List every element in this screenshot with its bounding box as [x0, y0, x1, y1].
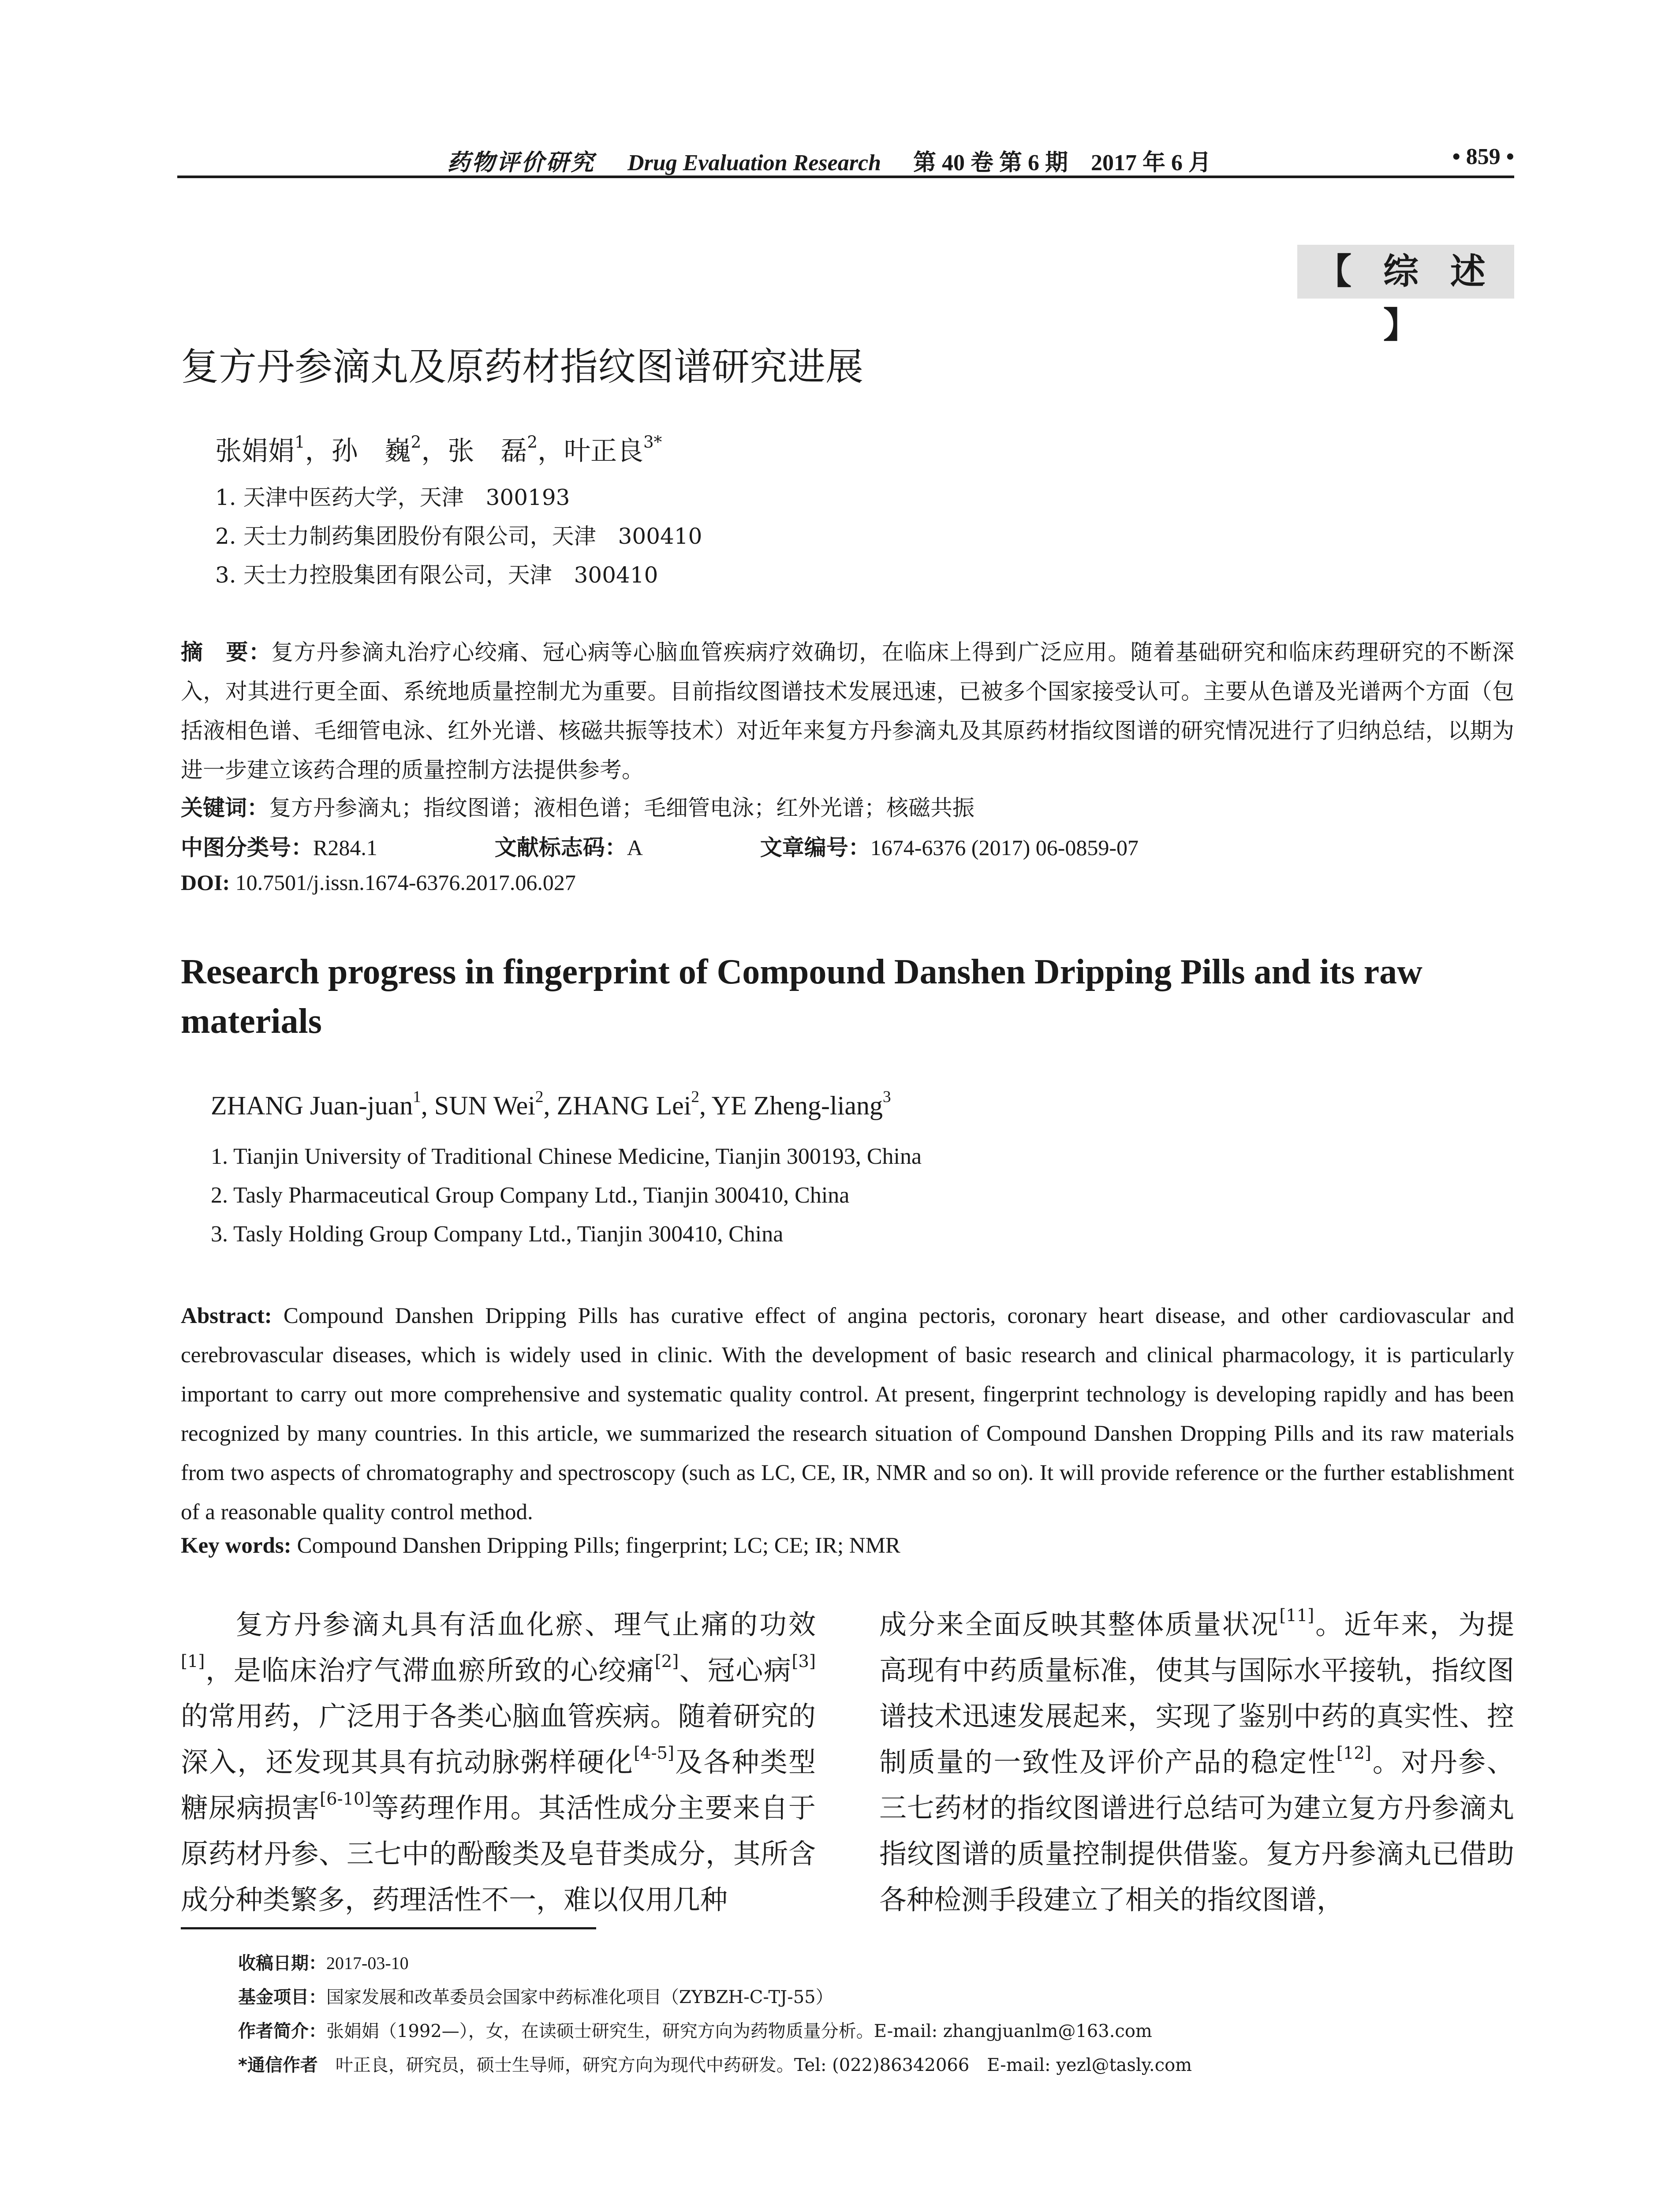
citation-ref[interactable]: [2] — [654, 1652, 679, 1672]
doi-line — [181, 870, 576, 895]
author-name: 叶正良 — [564, 436, 644, 467]
footnote-rule — [181, 1927, 596, 1929]
author-separator: , — [543, 1091, 557, 1120]
author-separator: ， — [538, 436, 564, 467]
doc-code-value: A — [627, 835, 643, 860]
footnote-value: 叶正良，研究员，硕士生导师，研究方向为现代中药研发。Tel: (022)86342066 E-mail: yezl@tasly.com — [317, 2055, 1192, 2075]
citation-ref[interactable]: [11] — [1279, 1606, 1314, 1626]
abstract-text: Compound Danshen Dripping Pills has curative effect of angina pectoris, coronary heart disease, and other cardiovascular and cerebrovascular diseases, which is widely used in clinic. With the development of basic research and clinical pharmacology, it is particularly important to carry out more comprehensive and systematic quality control. At present, fingerprint technology is developing rapidly and has been recognized by many countries. In this article, we summarized the research situation of Compound Danshen Dropping Pills and its raw materials from two aspects of chromatography and spectroscopy (such as LC, CE, IR, NMR and so on). It will provide reference or the further establishment of a reasonable quality control method. — [181, 1304, 1514, 1525]
author-name: ZHANG Lei — [556, 1091, 691, 1120]
body-text: 等药理作用。其活性成分主要来自于原药材丹参、三七中的酚酸类及皂苷类成分，其所含成分种类繁多，药理活性不一，难以仅用几种 — [181, 1792, 816, 1916]
journal-name-en: Drug Evaluation Research — [627, 150, 881, 176]
author-name: 张娟娟 — [215, 436, 295, 467]
title-english: Research progress in fingerprint of Compound Danshen Dripping Pills and its raw materials — [181, 953, 1422, 1041]
author-name: YE Zheng-liang — [711, 1091, 883, 1120]
footnote-fund — [238, 1983, 833, 2008]
abstract-label: 摘 要： — [181, 639, 272, 665]
clc-value: R284.1 — [313, 835, 377, 860]
journal-issue: 第 40 卷 第 6 期 2017 年 6 月 — [913, 150, 1212, 176]
authors-english — [211, 1088, 891, 1121]
author-separator: , — [699, 1091, 712, 1120]
affiliation-english: 3. Tasly Holding Group Company Ltd., Tianjin 300410, China — [211, 1222, 784, 1247]
article-number-label: 文章编号： — [760, 835, 870, 860]
keywords-text: 复方丹参滴丸；指纹图谱；液相色谱；毛细管电泳；红外光谱；核磁共振 — [269, 795, 974, 821]
footnote-label: 收稿日期： — [238, 1953, 326, 1973]
body-paragraph — [879, 1602, 1514, 1923]
author-name: SUN Wei — [434, 1091, 535, 1120]
running-header-left — [447, 144, 1211, 177]
doc-code-label: 文献标志码： — [494, 835, 627, 860]
abstract-text: 复方丹参滴丸治疗心绞痛、冠心病等心脑血管疾病疗效确切，在临床上得到广泛应用。随着基础研究和临床药理研究的不断深入，对其进行更全面、系统地质量控制尤为重要。目前指纹图谱技术发展迅速，已被多个国家接受认可。主要从色谱及光谱两个方面（包括液相色谱、毛细管电泳、红外光谱、核磁共振等技术）对近年来复方丹参滴丸及其原药材指纹图谱的研究情况进行了归纳总结，以期为进一步建立该药合理的质量控制方法提供参考。 — [181, 639, 1515, 783]
affiliation-chinese: 3. 天士力控股集团有限公司，天津 300410 — [215, 562, 658, 588]
body-text: 的常用药，广泛用于各类心脑血管疾病。随着研究的深入，还发现其具有抗动脉粥样硬化 — [181, 1700, 816, 1778]
footnote-label: 基金项目： — [238, 1987, 326, 2007]
author-separator: ， — [421, 436, 448, 467]
body-text: 。对丹参、三七药材的指纹图谱进行总结可为建立复方丹参滴丸指纹图谱的质量控制提供借鉴。复方丹参滴丸已借助各种检测手段建立了相关的指纹图谱， — [879, 1746, 1514, 1916]
affiliation-chinese: 1. 天津中医药大学，天津 300193 — [215, 485, 570, 510]
body-text: ，是临床治疗气滞血瘀所致的心绞痛 — [205, 1654, 655, 1686]
classification-line — [181, 830, 1139, 862]
body-paragraph — [181, 1602, 816, 1923]
keywords-label: Key words: — [181, 1533, 291, 1558]
author-separator: , — [421, 1091, 434, 1120]
footnote-label: *通信作者 — [238, 2055, 318, 2075]
citation-ref[interactable]: [3] — [791, 1652, 816, 1672]
affiliation-english: 1. Tianjin University of Traditional Chinese Medicine, Tianjin 300193, China — [211, 1144, 922, 1169]
footnote-author-bio — [238, 2017, 1152, 2042]
citation-ref[interactable]: [4-5] — [634, 1743, 674, 1764]
abstract-english — [181, 1297, 1514, 1532]
article-number-value: 1674-6376 (2017) 06-0859-07 — [870, 835, 1139, 860]
footnote-value: 国家发展和改革委员会国家中药标准化项目（ZYBZH-C-TJ-55） — [326, 1987, 833, 2007]
author-separator: ， — [305, 436, 332, 467]
citation-ref[interactable]: [6-10] — [320, 1789, 371, 1809]
doi-value[interactable]: 10.7501/j.issn.1674-6376.2017.06.027 — [235, 870, 576, 895]
title-chinese: 复方丹参滴丸及原药材指纹图谱研究进展 — [181, 345, 863, 389]
author-name: ZHANG Juan-juan — [211, 1091, 413, 1120]
body-column-right — [879, 1602, 1514, 1923]
author-affiliation-mark: 2 — [535, 1088, 544, 1106]
author-affiliation-mark: 2 — [691, 1088, 700, 1106]
keywords-chinese — [181, 790, 974, 822]
body-text: 复方丹参滴丸具有活血化瘀、理气止痛的功效 — [235, 1608, 816, 1641]
author-affiliation-mark: 2 — [411, 432, 422, 452]
author-affiliation-mark: 2 — [527, 432, 538, 452]
author-affiliation-mark: 3* — [643, 432, 662, 452]
footnote-value: 张娟娟（1992—），女，在读硕士研究生，研究方向为药物质量分析。E-mail: zhangjuanlm@163.com — [326, 2021, 1152, 2041]
body-column-left — [181, 1602, 816, 1923]
citation-ref[interactable]: [12] — [1337, 1743, 1371, 1764]
author-name: 张 磊 — [448, 436, 527, 467]
author-affiliation-mark: 1 — [413, 1088, 421, 1106]
clc-label: 中图分类号： — [181, 835, 313, 860]
keywords-english — [181, 1533, 900, 1558]
body-text: 成分来全面反映其整体质量状况 — [879, 1608, 1280, 1641]
footnote-corresponding — [238, 2051, 1192, 2076]
abstract-label: Abstract: — [181, 1304, 272, 1328]
affiliation-chinese: 2. 天士力制药集团股份有限公司，天津 300410 — [215, 523, 702, 549]
abstract-chinese — [181, 633, 1514, 790]
affiliation-english: 2. Tasly Pharmaceutical Group Company Ltd., Tianjin 300410, China — [211, 1183, 850, 1208]
body-text: 及各种类型糖尿病损害 — [181, 1746, 816, 1824]
authors-chinese — [215, 430, 662, 468]
keywords-text: Compound Danshen Dripping Pills; fingerprint; LC; CE; IR; NMR — [291, 1533, 900, 1558]
header-rule — [177, 176, 1514, 178]
running-header — [177, 140, 1514, 175]
author-affiliation-mark: 1 — [295, 432, 305, 452]
keywords-label: 关键词： — [181, 795, 269, 821]
doi-label: DOI: — [181, 870, 230, 895]
page-number: • 859 • — [1452, 144, 1514, 169]
body-text: 。近年来，为提高现有中药质量标准，使其与国际水平接轨，指纹图谱技术迅速发展起来，实现了鉴别中药的真实性、控制质量的一致性及评价产品的稳定性 — [879, 1608, 1514, 1778]
journal-logo-cn: 药物评价研究 — [447, 150, 596, 176]
footnote-label: 作者简介： — [238, 2021, 326, 2041]
author-affiliation-mark: 3 — [883, 1088, 891, 1106]
footnote-value: 2017-03-10 — [326, 1953, 409, 1973]
footnote-received — [238, 1949, 409, 1974]
article-type-badge: 【 综 述 】 — [1297, 245, 1514, 299]
author-name: 孙 巍 — [331, 436, 411, 467]
citation-ref[interactable]: [1] — [181, 1652, 205, 1672]
body-text: 、冠心病 — [679, 1654, 792, 1686]
